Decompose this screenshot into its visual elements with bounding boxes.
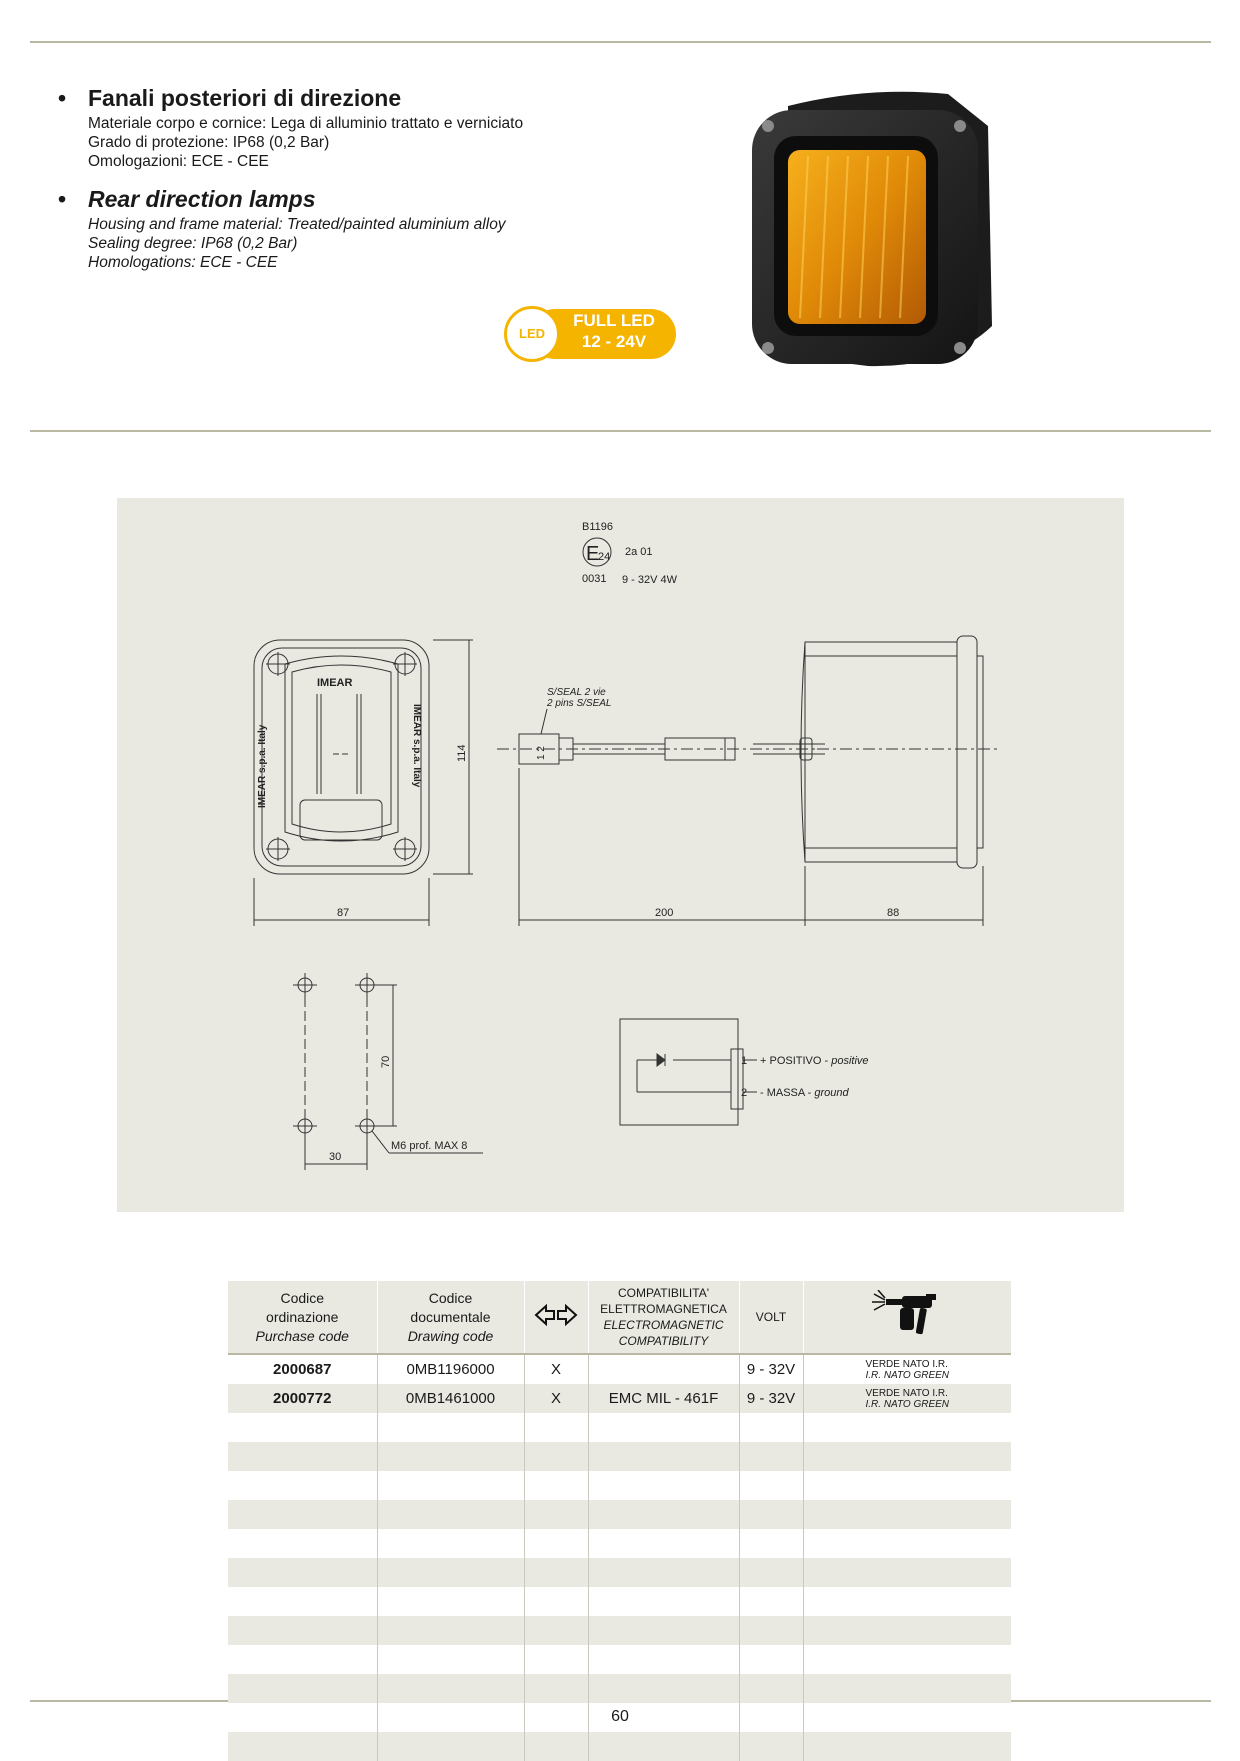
svg-text:IMEAR: IMEAR — [317, 677, 353, 689]
parts-table — [228, 1281, 1011, 1761]
side-view — [800, 636, 997, 926]
bullet-dot: • — [58, 186, 67, 212]
double-arrow-icon — [534, 1304, 578, 1326]
svg-text:88: 88 — [887, 907, 900, 919]
svg-text:87: 87 — [337, 907, 350, 919]
cell-emc: EMC MIL - 461F — [588, 1384, 739, 1413]
front-view — [254, 640, 473, 926]
svg-text:- MASSA - ground: - MASSA - ground — [760, 1087, 849, 1099]
cell-mark: X — [524, 1354, 588, 1384]
svg-text:2a 01: 2a 01 — [625, 546, 653, 558]
svg-text:2: 2 — [741, 1087, 748, 1099]
table-row — [228, 1384, 1011, 1413]
title-italian — [56, 84, 616, 112]
svg-text:1 2: 1 2 — [536, 746, 547, 760]
table-row-empty — [228, 1500, 1011, 1529]
svg-text:+ POSITIVO - positive: + POSITIVO - positive — [760, 1055, 869, 1067]
title-english — [56, 185, 616, 213]
cell-color: VERDE NATO I.R. I.R. NATO GREEN — [803, 1384, 1011, 1413]
wiring-diagram — [620, 1019, 869, 1125]
cell-volt: 9 - 32V — [739, 1354, 803, 1384]
cell-drawing-code: 0MB1461000 — [377, 1384, 524, 1413]
table-row-empty — [228, 1558, 1011, 1587]
table-row-empty — [228, 1442, 1011, 1471]
svg-text:200: 200 — [655, 907, 674, 919]
svg-text:30: 30 — [329, 1151, 342, 1163]
table-row-empty — [228, 1732, 1011, 1761]
header-purchase-code: Codice ordinazione Purchase code — [228, 1281, 377, 1354]
table-row-empty — [228, 1413, 1011, 1442]
title-italian-text: Fanali posteriori di direzione — [88, 85, 402, 111]
cell-color: VERDE NATO I.R. I.R. NATO GREEN — [865, 1358, 950, 1381]
spec-line-protection-en: Sealing degree: IP68 (0,2 Bar) — [88, 235, 298, 252]
table-row-empty — [228, 1587, 1011, 1616]
spec-line-material-it: Materiale corpo e cornice: Lega di alluminio trattato e verniciato — [88, 115, 524, 132]
technical-drawing — [117, 498, 1124, 1212]
table-row-empty — [228, 1471, 1011, 1500]
spec-line-homologation-en: Homologations: ECE - CEE — [88, 254, 278, 271]
full-led-badge — [504, 306, 676, 362]
svg-text:9 - 32V 4W: 9 - 32V 4W — [622, 574, 678, 586]
spec-line-protection-it: Grado di protezione: IP68 (0,2 Bar) — [88, 134, 330, 151]
cell-volt: 9 - 32V — [739, 1384, 803, 1413]
top-rule — [30, 41, 1211, 43]
title-english-text: Rear direction lamps — [88, 186, 316, 212]
svg-text:B1196: B1196 — [582, 521, 613, 533]
svg-text:114: 114 — [456, 744, 468, 762]
svg-text:1: 1 — [741, 1055, 748, 1067]
page-number: 60 — [611, 1708, 629, 1725]
spray-gun-icon — [872, 1290, 942, 1340]
svg-text:24: 24 — [598, 551, 611, 563]
table-header-row — [228, 1281, 1011, 1354]
svg-text:M6 prof. MAX 8: M6 prof. MAX 8 — [391, 1140, 468, 1152]
cell-drawing-code: 0MB1196000 — [377, 1354, 524, 1384]
svg-text:0031: 0031 — [582, 573, 607, 585]
svg-text:IMEAR s.p.a. Italy: IMEAR s.p.a. Italy — [411, 704, 422, 788]
spec-line-homologation-it: Omologazioni: ECE - CEE — [88, 153, 269, 170]
led-icon: LED — [504, 306, 560, 362]
svg-text:70: 70 — [380, 1055, 392, 1068]
mounting-hole-pattern — [293, 973, 483, 1170]
table-row-empty — [228, 1529, 1011, 1558]
header-drawing-code: Codice documentale Drawing code — [377, 1281, 524, 1354]
header-paint — [803, 1281, 1011, 1354]
header-emc: COMPATIBILITA' ELETTROMAGNETICA ELECTROMAGNETIC COMPATIBILITY — [588, 1281, 739, 1354]
svg-text:S/SEAL 2 vie: S/SEAL 2 vie — [547, 687, 606, 698]
svg-text:E: E — [586, 543, 600, 565]
cell-purchase-code: 2000687 — [228, 1354, 377, 1384]
section-italian — [56, 84, 616, 171]
middle-rule — [30, 430, 1211, 432]
spec-line-material-en: Housing and frame material: Treated/painted aluminium alloy — [88, 216, 506, 233]
table-row-empty — [228, 1645, 1011, 1674]
section-english — [56, 185, 616, 272]
table-row-empty — [228, 1616, 1011, 1645]
certification-mark — [582, 521, 678, 586]
table-row — [228, 1354, 1011, 1384]
bullet-dot: • — [58, 85, 67, 111]
svg-text:IMEAR s.p.a. Italy: IMEAR s.p.a. Italy — [257, 724, 268, 808]
cable-connector-view — [497, 687, 825, 926]
svg-text:2 pins S/SEAL: 2 pins S/SEAL — [547, 698, 612, 709]
product-photo — [748, 86, 996, 372]
badge-line-1: FULL LED — [573, 311, 655, 330]
cell-emc — [588, 1354, 739, 1384]
header-volt: VOLT — [739, 1281, 803, 1354]
header-direction — [524, 1281, 588, 1354]
badge-line-2: 12 - 24V — [581, 332, 647, 351]
cell-purchase-code: 2000772 — [228, 1384, 377, 1413]
cell-mark: X — [524, 1384, 588, 1413]
table-row-empty — [228, 1674, 1011, 1703]
